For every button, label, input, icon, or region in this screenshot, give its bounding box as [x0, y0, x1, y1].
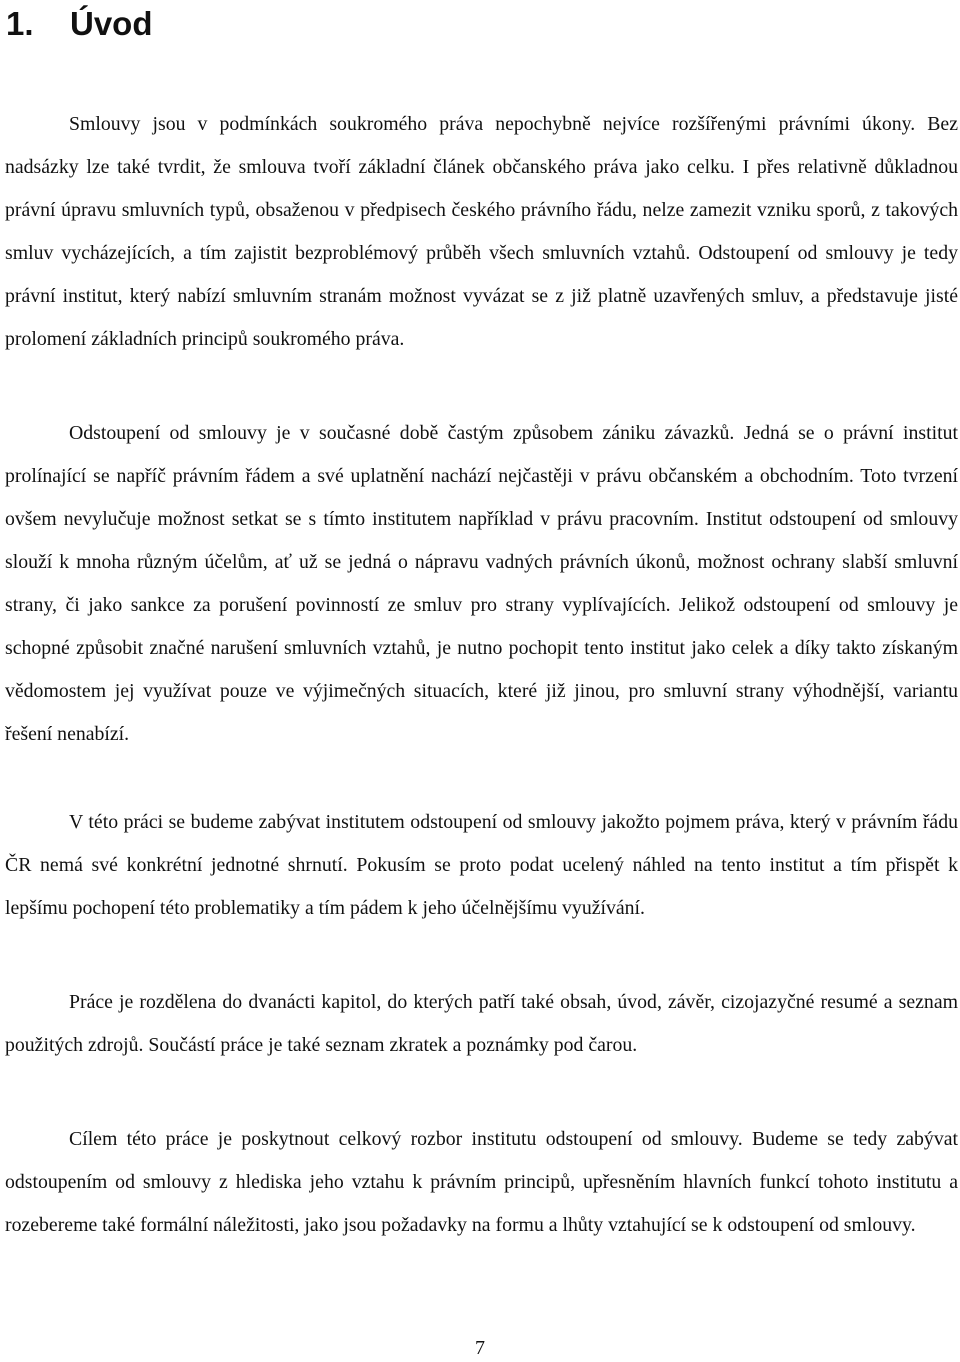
- paragraph-aim: Cílem této práce je poskytnout celkový rozbor institutu odstoupení od smlouvy. Budeme se tedy zabývat odstoupením od smlouvy z hlediska jeho vztahu k právním principů, upřesněním hlavních funkcí tohoto institutu a rozebereme také formální náležitosti, jako jsou požadavky na formu a lhůty vztahující se k odstoupení od smlouvy.: [5, 1128, 958, 1236]
- paragraph-withdrawal: Odstoupení od smlouvy je v současné době častým způsobem zániku závazků. Jedná se o právní institut prolínající se napříč právním řádem a své uplatnění nachází nejčastěji v právu občanském a obchodním. Toto tvrzení ovšem nevylučuje možnost setkat se s tímto institutem například v právu pracovním. Institut odstoupení od smlouvy slouží k mnoha různým účelům, ať už se jedná o nápravu vadných právních úkonů, možnost ochrany slabší smluvní strany, či jako sankce za porušení povinností ze smluv pro strany vyplívajících. Jelikož odstoupení od smlouvy je schopné způsobit značné narušení smluvních vztahů, je nutno pochopit tento institut jako celek a díky takto získaným vědomostem jej využívat pouze ve výjimečných situacích, které již jinou, pro smluvní strany výhodnější, variantu řešení nenabízí.: [5, 422, 958, 745]
- page-number: 7: [475, 1337, 485, 1359]
- paragraph-intro: Smlouvy jsou v podmínkách soukromého práva nepochybně nejvíce rozšířenými právními úkony. Bez nadsázky lze také tvrdit, že smlouva tvoří základní článek občanského práva jako celku. I přes relativně důkladnou právní úpravu smluvních typů, obsaženou v předpisech českého právního řádu, nelze zamezit vzniku sporů, z takových smluv vycházejících, a tím zajistit bezproblémový průběh všech smluvních vztahů. Odstoupení od smlouvy je tedy právní institut, který nabízí smluvním stranám možnost vyvázat se z již platně uzavřených smluv, a představuje jisté prolomení základních principů soukromého práva.: [5, 113, 958, 350]
- chapter-number: 1.: [6, 5, 34, 42]
- chapter-heading: [6, 4, 153, 44]
- paragraph-thesis-focus: V této práci se budeme zabývat institutem odstoupení od smlouvy jakožto pojmem práva, který v právním řádu ČR nemá své konkrétní jednotné shrnutí. Pokusím se proto podat ucelený náhled na tento institut a tím přispět k lepšímu pochopení této problematiky a tím pádem k jeho účelnějšímu využívání.: [5, 811, 958, 919]
- paragraph-structure: Práce je rozdělena do dvanácti kapitol, do kterých patří také obsah, úvod, závěr, cizojazyčné resumé a seznam použitých zdrojů. Součástí práce je také seznam zkratek a poznámky pod čarou.: [5, 991, 958, 1056]
- chapter-title: Úvod: [70, 5, 153, 42]
